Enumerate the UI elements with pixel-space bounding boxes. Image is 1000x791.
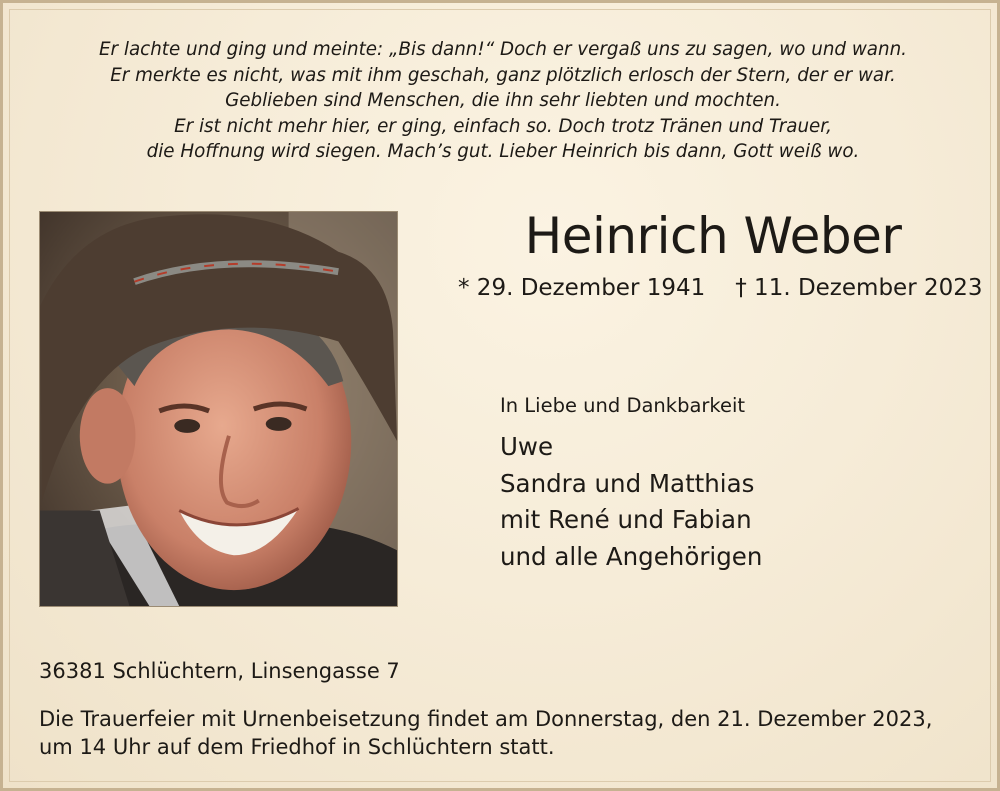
life-dates	[458, 275, 983, 301]
ceremony-line: Die Trauerfeier mit Urnenbeisetzung findet am Donnerstag, den 21. Dezember 2023,	[39, 707, 933, 731]
poem-line: die Hoffnung wird siegen. Mach’s gut. Lieber Heinrich bis dann, Gott weiß wo.	[146, 141, 860, 163]
poem-line: Er ist nicht mehr hier, er ging, einfach so. Doch trotz Tränen und Trauer,	[174, 115, 832, 137]
portrait-photo	[39, 211, 398, 607]
deceased-name: Heinrich Weber	[524, 207, 902, 265]
family-address: 36381 Schlüchtern, Linsengasse 7	[39, 659, 400, 683]
birth-date: * 29. Dezember 1941	[458, 275, 706, 301]
ceremony-notice	[39, 705, 932, 761]
death-date: † 11. Dezember 2023	[735, 275, 983, 301]
mourner-line: mit René und Fabian	[500, 505, 752, 534]
portrait-illustration	[40, 212, 397, 606]
mourner-line: Uwe	[500, 432, 554, 461]
poem-line: Geblieben sind Menschen, die ihn sehr liebten und mochten.	[225, 90, 781, 112]
ceremony-line: um 14 Uhr auf dem Friedhof in Schlüchtern statt.	[39, 735, 555, 759]
mourner-line: und alle Angehörigen	[500, 541, 763, 571]
signoff-intro: In Liebe und Dankbarkeit	[500, 394, 746, 417]
memorial-poem	[3, 37, 1000, 165]
poem-line: Er lachte und ging und meinte: „Bis dann!“ Doch er vergaß uns zu sagen, wo und wann.	[99, 39, 907, 60]
mourners-list	[500, 429, 762, 575]
poem-line: Er merkte es nicht, was mit ihm geschah, ganz plötzlich erlosch der Stern, der er war.	[110, 64, 896, 86]
mourner-line: Sandra und Matthias	[500, 468, 755, 498]
